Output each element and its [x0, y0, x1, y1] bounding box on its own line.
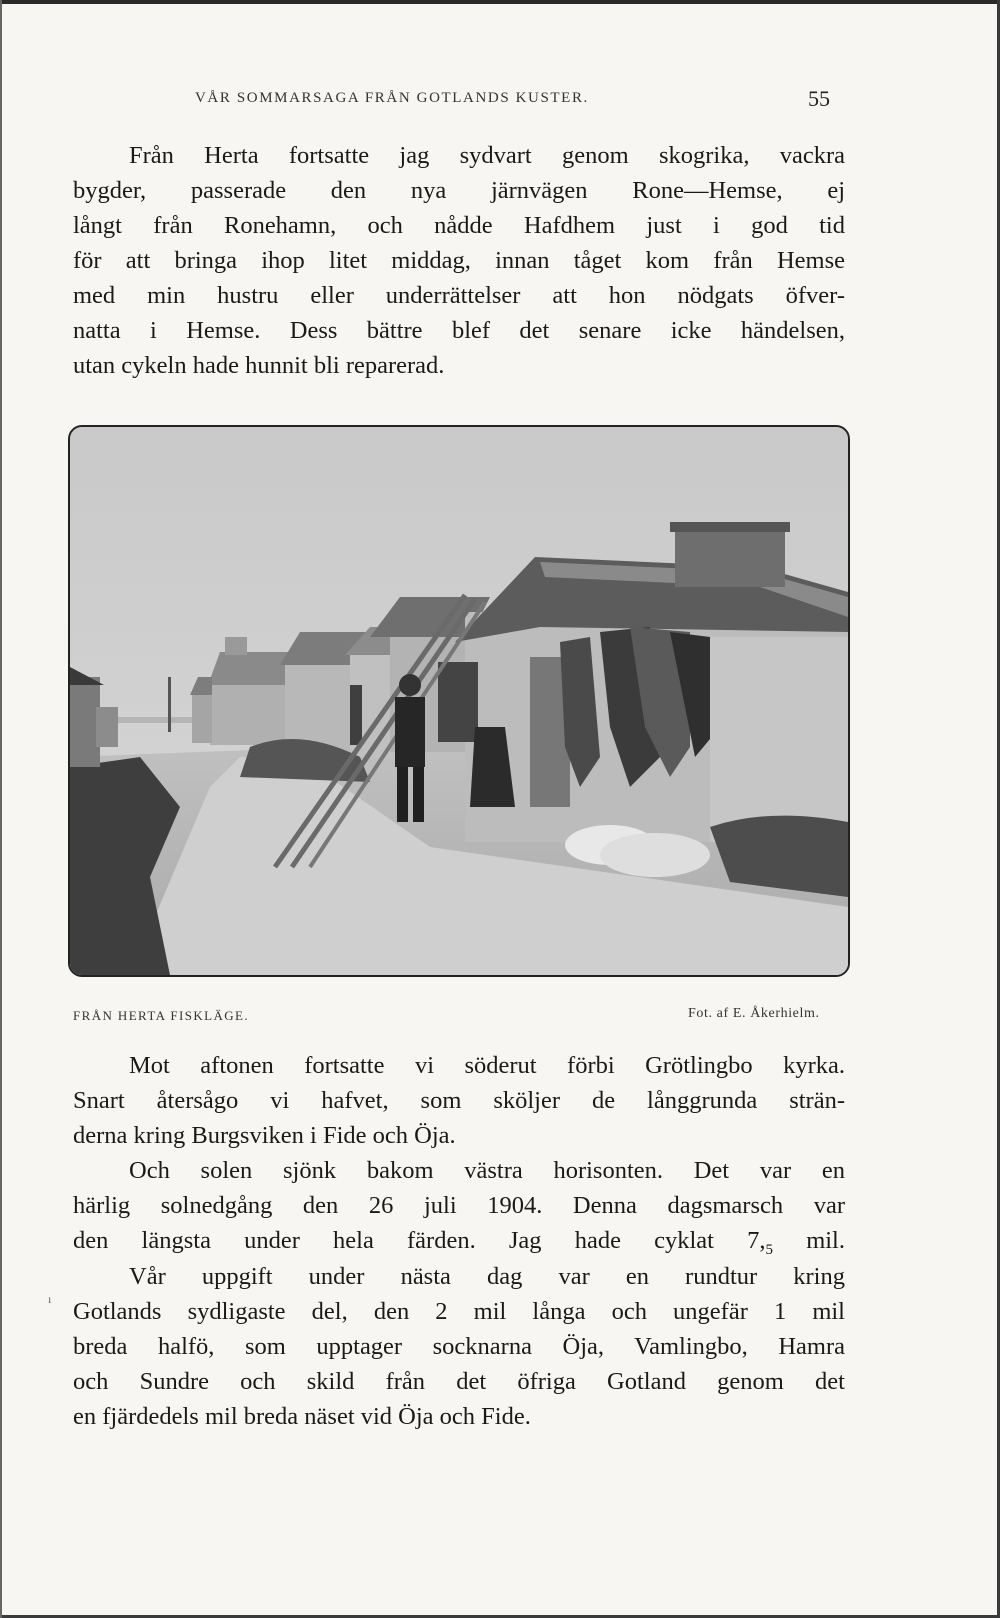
margin-mark: ı	[48, 1292, 52, 1306]
paragraph-3-last-line-end: mil.	[773, 1227, 845, 1254]
running-head: VÅR SOMMARSAGA FRÅN GOTLANDS KUSTER.	[195, 90, 589, 106]
scan-edge-top	[0, 0, 1000, 4]
paragraph-3-line: härlig solnedgång den 26 juli 1904. Denna dagsmarsch var	[73, 1192, 845, 1219]
decimal-subscript: 5	[765, 1241, 774, 1258]
paragraph-1-line: bygder, passerade den nya järnvägen Rone—Hemse, ej	[73, 177, 845, 204]
paragraph-1-line: långt från Ronehamn, och nådde Hafdhem just i god tid	[73, 212, 845, 239]
paragraph-1-line: utan cykeln hade hunnit bli reparerad.	[73, 352, 445, 379]
page-number: 55	[808, 86, 830, 111]
paragraph-3	[73, 1153, 845, 1268]
paragraph-4-line: breda halfö, som upptager socknarna Öja, Vamlingbo, Hamra	[73, 1333, 845, 1360]
paragraph-2-line: Snart återsågo vi hafvet, som sköljer de långgrunda strän-	[73, 1087, 845, 1114]
paragraph-2-line: Mot aftonen fortsatte vi söderut förbi Grötlingbo kyrka.	[129, 1052, 845, 1079]
paragraph-4-line: och Sundre och skild från det öfriga Gotland genom det	[73, 1368, 845, 1395]
paragraph-4	[73, 1259, 845, 1434]
photo-credit: Fot. af E. Åkerhielm.	[688, 1006, 820, 1021]
paragraph-4-line: Gotlands sydligaste del, den 2 mil långa och ungefär 1 mil	[73, 1298, 845, 1325]
scan-edge-left	[0, 0, 2, 1618]
paragraph-1-line: Från Herta fortsatte jag sydvart genom skogrika, vackra	[129, 142, 845, 169]
paragraph-4-line: en fjärdedels mil breda näset vid Öja och Fide.	[73, 1403, 531, 1430]
paragraph-1-line: med min hustru eller underrättelser att hon nödgats öfver-	[73, 282, 845, 309]
paragraph-3-line: Och solen sjönk bakom västra horisonten. Det var en	[129, 1157, 845, 1184]
photograph-drawing	[70, 427, 848, 975]
paragraph-2-line: derna kring Burgsviken i Fide och Öja.	[73, 1122, 456, 1149]
paragraph-1	[73, 138, 845, 383]
figure-caption: FRÅN HERTA FISKLÄGE.	[73, 1008, 250, 1023]
paragraph-4-line: Vår uppgift under nästa dag var en rundtur kring	[129, 1263, 845, 1290]
paragraph-3-last-line-text: den längsta under hela färden. Jag hade cyklat 7,	[73, 1227, 766, 1254]
photograph-fishing-village	[68, 425, 850, 977]
paragraph-1-line: natta i Hemse. Dess bättre blef det senare icke händelsen,	[73, 317, 845, 344]
paragraph-1-line: för att bringa ihop litet middag, innan tåget kom från Hemse	[73, 247, 845, 274]
paragraph-2	[73, 1048, 845, 1153]
